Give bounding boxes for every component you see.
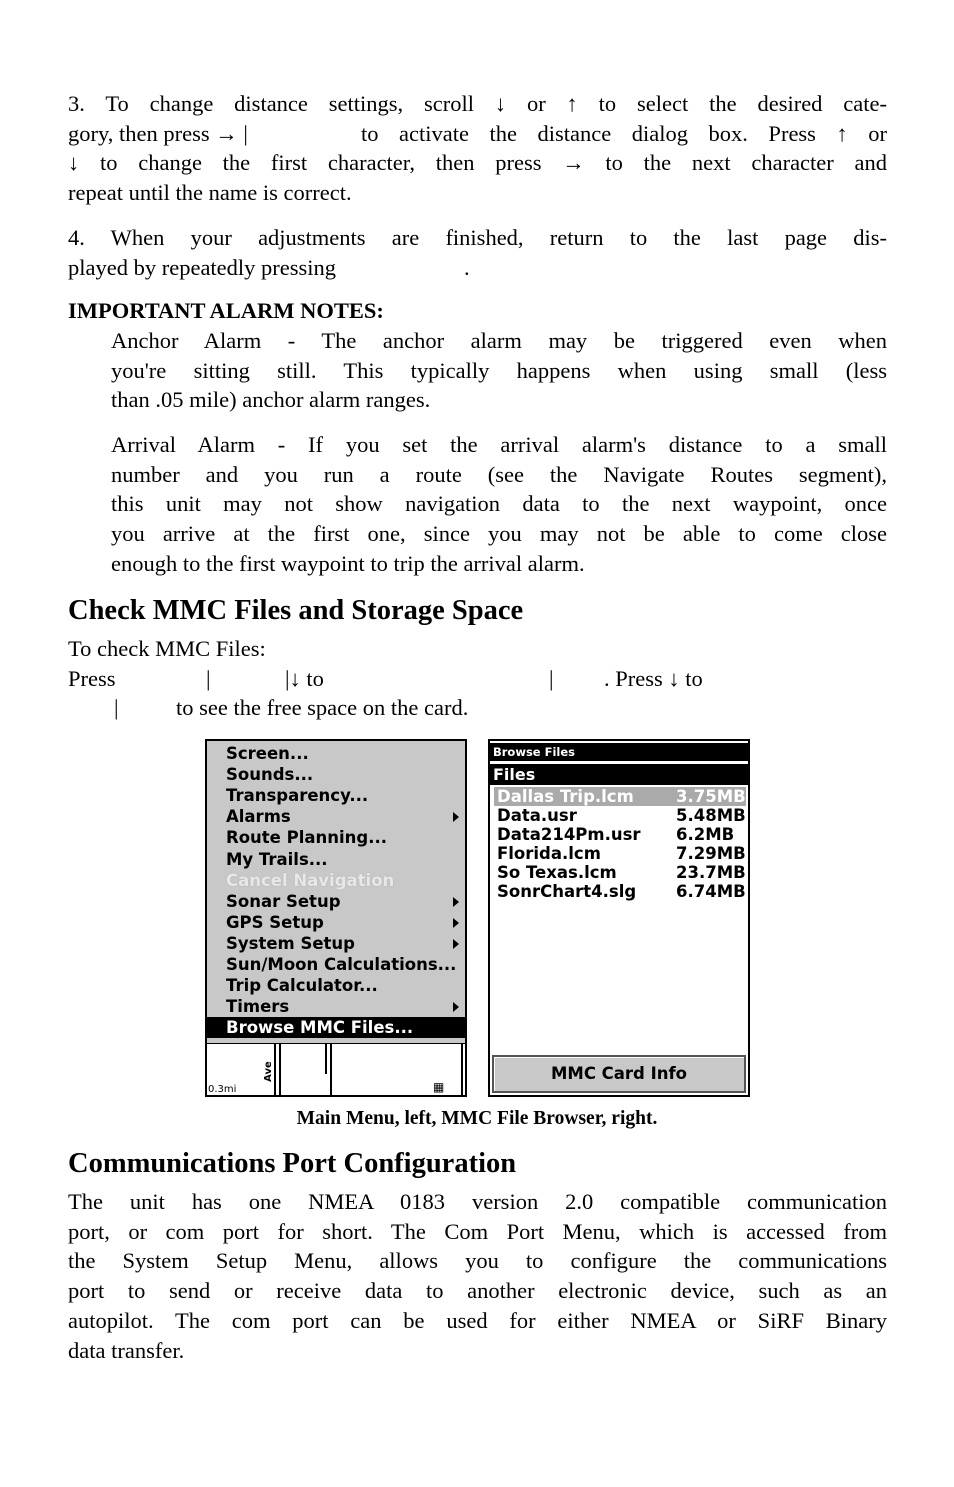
mmc-press-to: . Press ↓ to <box>604 666 703 691</box>
mmc-section-title: Check MMC Files and Storage Space <box>68 595 524 626</box>
step-3-paragraph <box>68 89 887 208</box>
file-size: 7.29MB <box>676 844 746 863</box>
comms-line: the System Setup Menu, allows you to configure the communications <box>68 1248 887 1274</box>
submenu-arrow-icon <box>453 939 459 949</box>
map-road <box>461 1044 463 1096</box>
mmc-separator: | <box>549 666 554 691</box>
menu-item-label: Trip Calculator... <box>226 976 378 996</box>
menu-item-label: GPS Setup <box>226 912 324 932</box>
mmc-separator: | <box>206 666 211 691</box>
menu-item[interactable] <box>207 1017 465 1038</box>
step-3-line-2b: to activate the distance dialog box. Press ↑ or <box>361 120 887 146</box>
file-row[interactable] <box>494 806 746 825</box>
map-scale-label: 0.3mi <box>208 1084 237 1095</box>
anchor-line: than .05 mile) anchor alarm ranges. <box>111 387 431 413</box>
menu-item[interactable] <box>207 996 465 1017</box>
menu-item-label: Sounds... <box>226 765 314 785</box>
main-menu-list <box>207 741 465 1043</box>
file-browser-screenshot <box>488 739 750 1097</box>
file-size: 5.48MB <box>676 806 746 825</box>
arrival-line: you arrive at the first one, since you may not be able to come close <box>111 521 887 547</box>
file-name: SonrChart4.slg <box>497 882 637 901</box>
alarm-notes-heading: IMPORTANT ALARM NOTES: <box>68 298 384 323</box>
comms-line: The unit has one NMEA 0183 version 2.0 compatible communication <box>68 1189 887 1214</box>
main-menu-screenshot <box>205 739 467 1097</box>
arrival-line: this unit may not show navigation data to the next waypoint, once <box>111 491 887 517</box>
map-road <box>274 1044 276 1096</box>
file-row[interactable] <box>494 825 746 844</box>
file-name: Data214Pm.usr <box>497 825 641 844</box>
menu-item-label: My Trails... <box>226 849 328 869</box>
submenu-arrow-icon <box>453 897 459 907</box>
files-header: Files <box>490 764 748 785</box>
menu-item[interactable] <box>207 849 465 870</box>
step-4-line-2b: . <box>464 254 470 280</box>
map-road <box>279 1044 281 1096</box>
step-3-line: repeat until the name is correct. <box>68 180 352 206</box>
figure-caption: Main Menu, left, MMC File Browser, right. <box>296 1108 658 1129</box>
arrival-line: Arrival Alarm - If you set the arrival alarm's distance to a small <box>111 432 887 457</box>
mmc-separator: |↓ to <box>285 666 324 691</box>
file-row[interactable] <box>494 787 746 806</box>
mmc-see-free-space: to see the free space on the card. <box>176 695 469 720</box>
step-3-line: ↓ to change the first character, then press → to the next character and <box>68 150 887 176</box>
anchor-alarm-note <box>111 326 887 415</box>
file-row[interactable] <box>494 863 746 882</box>
mmc-press: Press <box>68 666 116 691</box>
menu-item-label: Screen... <box>226 744 309 763</box>
menu-item-label: Browse MMC Files... <box>226 1018 414 1038</box>
mmc-intro: To check MMC Files: <box>68 636 266 661</box>
anchor-line: you're sitting still. This typically happens when using small (less <box>111 357 887 383</box>
step-3-line <box>68 119 887 149</box>
menu-item[interactable] <box>207 743 465 764</box>
step-3-line: 3. To change distance settings, scroll ↓ or ↑ to select the desired cate- <box>68 91 887 116</box>
file-size: 3.75MB <box>676 787 746 806</box>
menu-item-label: Alarms <box>226 807 291 827</box>
menu-item-label: Timers <box>226 997 290 1017</box>
menu-item-label: Route Planning... <box>226 828 388 848</box>
submenu-arrow-icon <box>453 812 459 822</box>
menu-item[interactable] <box>207 954 465 975</box>
file-row[interactable] <box>494 844 746 863</box>
map-preview <box>207 1043 465 1095</box>
file-size: 23.7MB <box>676 863 746 882</box>
menu-item[interactable] <box>207 827 465 848</box>
comms-line: autopilot. The com port can be used for either NMEA or SiRF Binary <box>68 1307 887 1333</box>
arrival-alarm-note <box>111 430 887 579</box>
step-4-line-2a: played by repeatedly pressing <box>68 254 337 280</box>
step-3-line-2a: gory, then press → | <box>68 120 248 146</box>
menu-item[interactable] <box>207 933 465 954</box>
file-browser-title: Browse Files <box>490 743 748 761</box>
comms-line: data transfer. <box>68 1337 185 1363</box>
menu-item[interactable] <box>207 785 465 806</box>
mmc-card-info-button[interactable]: MMC Card Info <box>492 1055 746 1093</box>
menu-item[interactable] <box>207 764 465 785</box>
file-size: 6.2MB <box>676 825 735 844</box>
menu-item-label: Sun/Moon Calculations... <box>226 955 457 974</box>
step-4-paragraph <box>68 223 887 282</box>
file-name: Data.usr <box>497 806 577 825</box>
map-road <box>325 1044 327 1074</box>
menu-item[interactable] <box>207 891 465 912</box>
arrival-line: enough to the first waypoint to trip the arrival alarm. <box>111 550 585 576</box>
menu-item[interactable] <box>207 912 465 933</box>
menu-item[interactable] <box>207 870 465 891</box>
menu-item-label: System Setup <box>226 933 355 953</box>
file-size: 6.74MB <box>676 882 746 901</box>
file-name: Florida.lcm <box>497 844 601 863</box>
menu-item[interactable] <box>207 806 465 827</box>
comms-line: port to send or receive data to another electronic device, such as an <box>68 1278 887 1304</box>
step-4-line: 4. When your adjustments are finished, return to the last page dis- <box>68 225 887 250</box>
anchor-line: Anchor Alarm - The anchor alarm may be triggered even when <box>111 328 887 353</box>
file-row[interactable] <box>494 882 746 901</box>
comms-section-title: Communications Port Configuration <box>68 1148 517 1179</box>
comms-line: port, or com port for short. The Com Port Menu, which is accessed from <box>68 1218 887 1244</box>
file-name: Dallas Trip.lcm <box>497 787 634 806</box>
menu-item-label: Cancel Navigation <box>226 870 395 890</box>
file-name: So Texas.lcm <box>497 863 617 882</box>
map-street-label: Ave <box>262 1061 274 1082</box>
map-poi-icon: ▦ <box>433 1080 445 1094</box>
menu-item-label: Sonar Setup <box>226 891 341 911</box>
submenu-arrow-icon <box>453 1002 459 1012</box>
map-road <box>330 1044 332 1096</box>
mmc-separator: | <box>114 695 119 720</box>
step-4-line <box>68 253 887 283</box>
submenu-arrow-icon <box>453 918 459 928</box>
menu-item[interactable] <box>207 975 465 996</box>
menu-item-label: Transparency... <box>226 786 369 806</box>
arrival-line: number and you run a route (see the Navigate Routes segment), <box>111 461 887 487</box>
comms-paragraph <box>68 1187 887 1365</box>
